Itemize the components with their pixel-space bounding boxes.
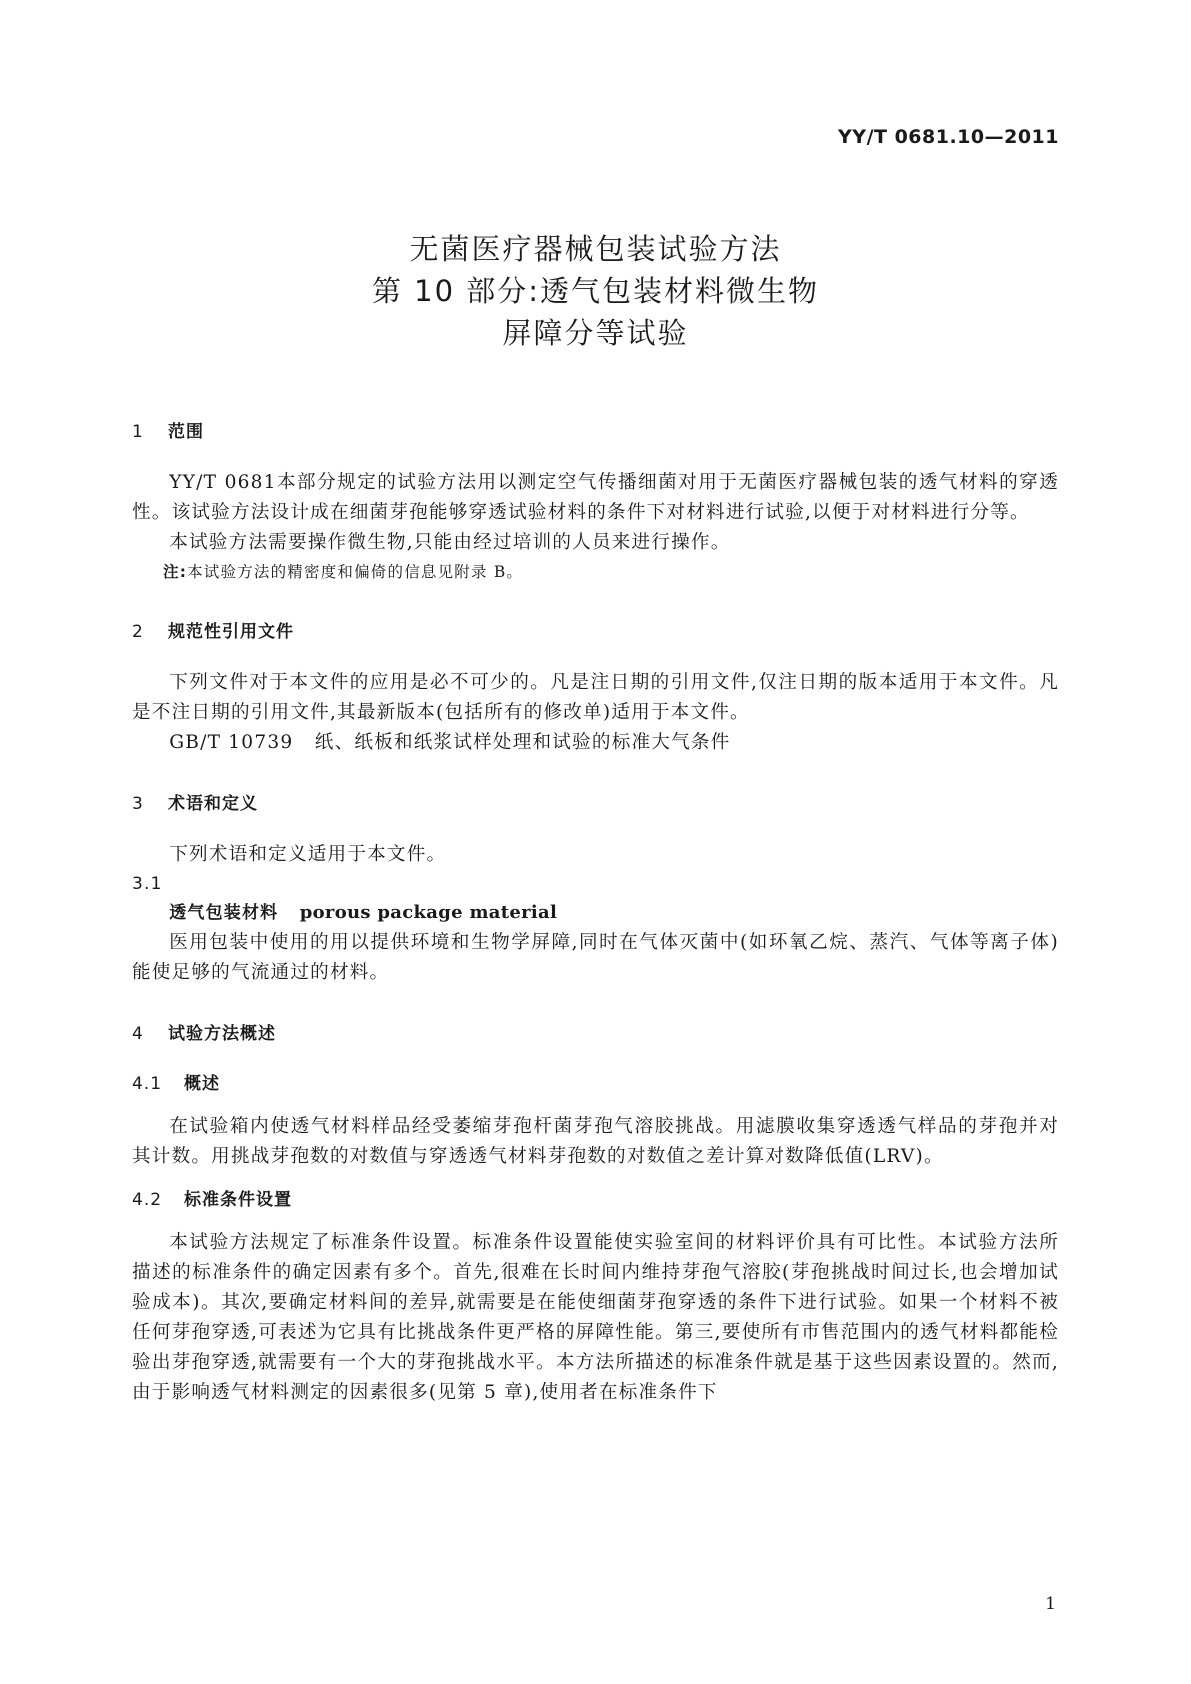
section-title: 规范性引用文件 bbox=[168, 622, 294, 642]
subsection-title: 概述 bbox=[184, 1074, 220, 1094]
subsection-heading-standard-conditions bbox=[132, 1186, 1059, 1214]
section-title: 范围 bbox=[168, 422, 204, 442]
reference-title: 纸、纸板和纸浆试样处理和试验的标准大气条件 bbox=[314, 732, 731, 753]
term-entry bbox=[132, 898, 1059, 928]
section-number: 1 bbox=[132, 422, 144, 442]
clause-number: 3.1 bbox=[132, 874, 163, 894]
paragraph: 在试验箱内使透气材料样品经受萎缩芽孢杆菌芽孢气溶胶挑战。用滤膜收集穿透透气样品的芽孢并对其计数。用挑战芽孢数的对数值与穿透透气材料芽孢数的对数值之差计算对数降低值(LRV)。 bbox=[132, 1116, 1059, 1167]
page-number: 1 bbox=[1045, 1594, 1056, 1614]
subsection-title: 标准条件设置 bbox=[184, 1190, 292, 1210]
document-body bbox=[132, 418, 1059, 1408]
subsection-number: 4.1 bbox=[132, 1074, 163, 1094]
paragraph: 下列术语和定义适用于本文件。 bbox=[169, 844, 447, 865]
section-title: 试验方法概述 bbox=[168, 1024, 276, 1044]
normative-reference bbox=[132, 728, 1059, 758]
section-heading-scope bbox=[132, 418, 1059, 446]
term-definition: 医用包装中使用的用以提供环境和生物学屏障,同时在气体灭菌中(如环氧乙烷、蒸汽、气体等离子体)能使足够的气流通过的材料。 bbox=[132, 932, 1059, 983]
term-english: porous package material bbox=[299, 902, 558, 923]
reference-code: GB/T 10739 bbox=[169, 732, 294, 753]
standard-number: YY/T 0681.10—2011 bbox=[838, 126, 1059, 148]
paragraph: 本试验方法需要操作微生物,只能由经过培训的人员来进行操作。 bbox=[169, 532, 731, 553]
subsection-number: 4.2 bbox=[132, 1190, 163, 1210]
title-line-2: 第 10 部分:透气包装材料微生物 bbox=[371, 274, 820, 308]
title-line-1: 无菌医疗器械包装试验方法 bbox=[409, 232, 782, 266]
paragraph: 下列文件对于本文件的应用是必不可少的。凡是注日期的引用文件,仅注日期的版本适用于本文件。凡是不注日期的引用文件,其最新版本(包括所有的修改单)适用于本文件。 bbox=[132, 672, 1059, 723]
note bbox=[132, 558, 1059, 586]
section-title: 术语和定义 bbox=[168, 794, 258, 814]
paragraph: 本试验方法规定了标准条件设置。标准条件设置能使实验室间的材料评价具有可比性。本试验方法所描述的标准条件的确定因素有多个。首先,很难在长时间内维持芽孢气溶胶(芽孢挑战时间过长,也会增加试验成本)。其次,要确定材料间的差异,就需要是在能使细菌芽孢穿透的条件下进行试验。如果一个材料不被任何芽孢穿透,可表述为它具有比挑战条件更严格的屏障性能。第三,要使所有市售范围内的透气材料都能检验出芽孢穿透,就需要有一个大的芽孢挑战水平。本方法所描述的标准条件就是基于这些因素设置的。然而,由于影响透气材料测定的因素很多(见第 5 章),使用者在标准条件下 bbox=[132, 1232, 1059, 1403]
note-label: 注: bbox=[163, 563, 188, 581]
subsection-heading-overview bbox=[132, 1070, 1059, 1098]
document-title bbox=[0, 228, 1191, 354]
section-heading-method-overview bbox=[132, 1020, 1059, 1048]
note-text: 本试验方法的精密度和偏倚的信息见附录 B。 bbox=[187, 563, 524, 581]
title-line-3: 屏障分等试验 bbox=[502, 316, 689, 350]
term-chinese: 透气包装材料 bbox=[169, 903, 279, 923]
section-number: 3 bbox=[132, 794, 144, 814]
paragraph: YY/T 0681本部分规定的试验方法用以测定空气传播细菌对用于无菌医疗器械包装的透气材料的穿透性。该试验方法设计成在细菌芽孢能够穿透试验材料的条件下对材料进行试验,以便于对材料进行分等。 bbox=[132, 472, 1059, 523]
section-number: 2 bbox=[132, 622, 144, 642]
section-number: 4 bbox=[132, 1024, 144, 1044]
section-heading-terms bbox=[132, 790, 1059, 818]
section-heading-normative-references bbox=[132, 618, 1059, 646]
